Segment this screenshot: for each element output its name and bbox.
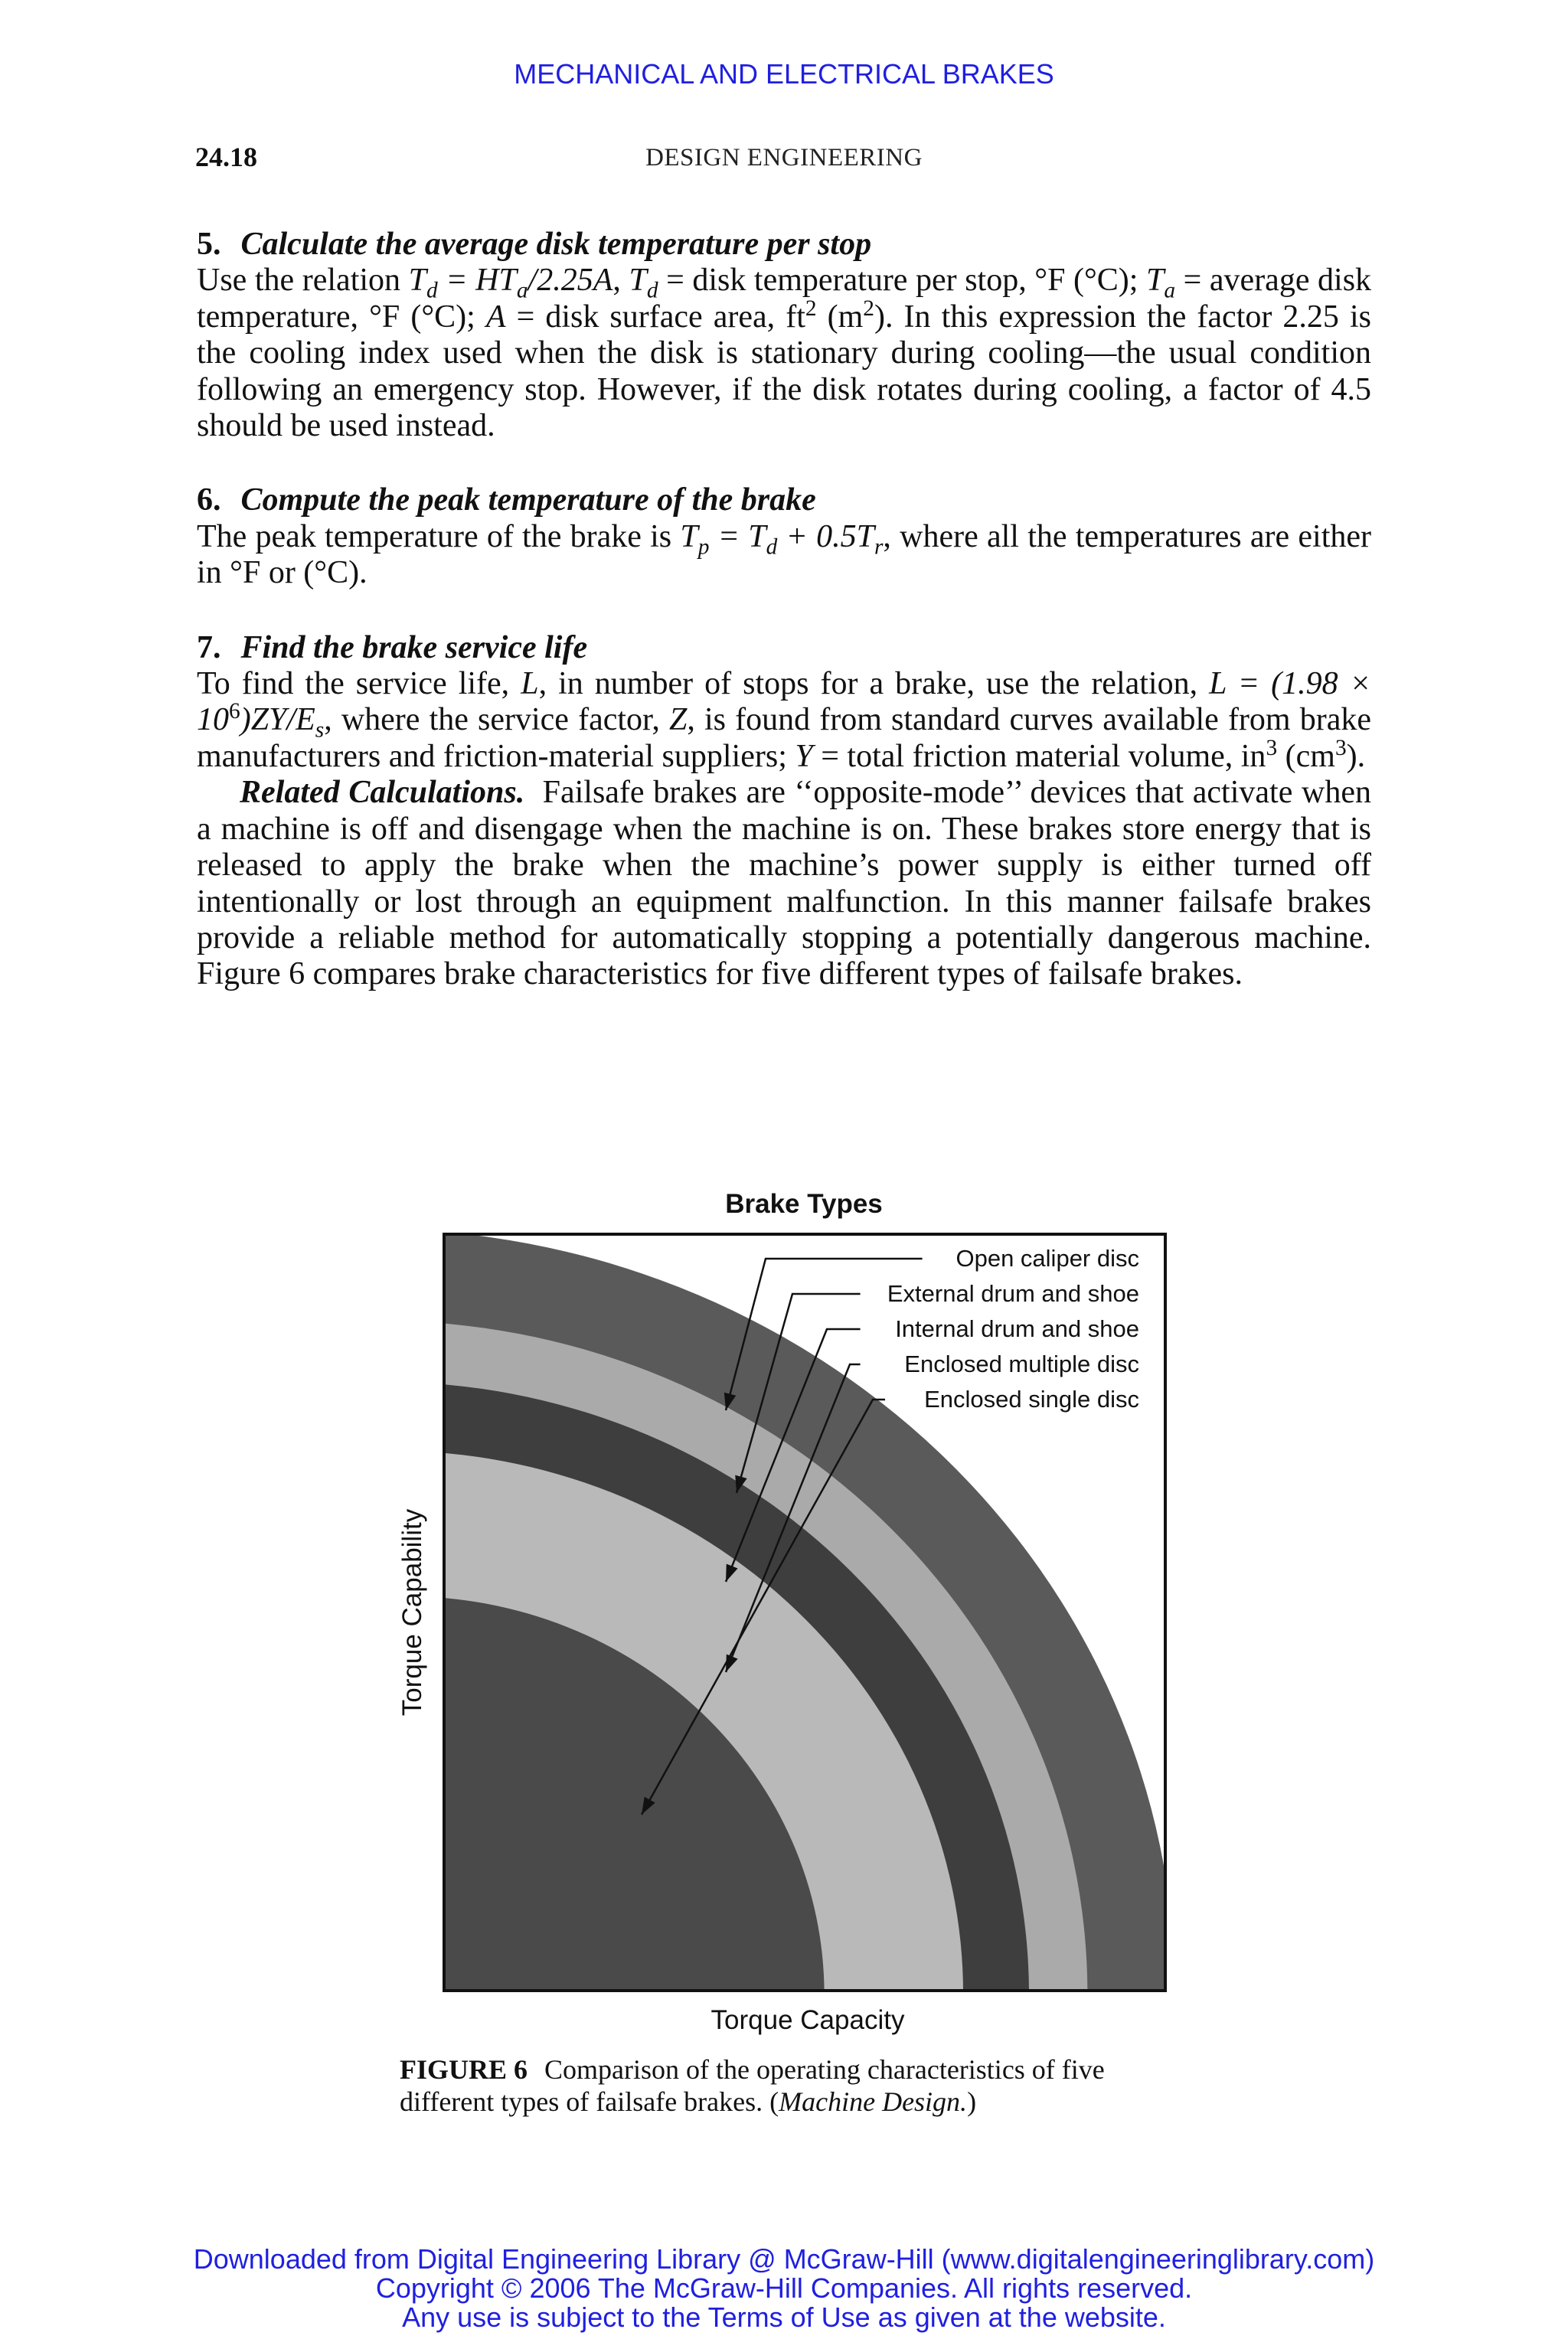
text-run: = disk surface area, ft	[505, 299, 805, 335]
step-heading	[197, 482, 1371, 518]
page-number: 24.18	[195, 142, 257, 172]
running-head: DESIGN ENGINEERING	[645, 144, 923, 172]
step-number: 5.	[197, 227, 221, 262]
step-text	[197, 263, 1371, 444]
math-sup: 3	[1266, 735, 1278, 760]
text-run: = average disk temperature, °F (°C);	[197, 263, 1372, 335]
math-expr: )ZY/E	[240, 702, 315, 738]
footer-line-3: Any use is subject to the Terms of Use as given at the website.	[402, 2301, 1166, 2333]
figure-caption	[400, 2053, 1173, 2118]
text-run: , where all the temperatures are either in °F or (°C).	[197, 518, 1371, 591]
book-title-header[interactable]: MECHANICAL AND ELECTRICAL BRAKES	[514, 58, 1054, 90]
math-sup: 2	[863, 296, 874, 321]
math-sub: a	[1164, 278, 1176, 303]
math-expr: = HT	[437, 263, 517, 299]
x-axis-label: Torque Capacity	[710, 2005, 905, 2035]
math-var: T	[408, 263, 426, 299]
math-var: L	[521, 666, 539, 702]
related-calculations-paragraph	[197, 775, 1371, 992]
text-run: = disk temperature per stop, °F (°C);	[658, 263, 1147, 299]
math-var: Z	[668, 702, 688, 738]
step-number: 7.	[197, 629, 221, 665]
legend-label: Enclosed multiple disc	[904, 1351, 1139, 1377]
y-axis-label: Torque Capability	[397, 1508, 427, 1717]
step-heading	[197, 227, 1371, 263]
footer-line-2: Copyright © 2006 The McGraw-Hill Companies. All rights reserved.	[375, 2272, 1193, 2304]
math-sup: 2	[805, 296, 817, 321]
text-run: , in number of stops for a brake, use the relation,	[538, 666, 1210, 702]
math-sub: a	[516, 278, 528, 303]
chart-title: Brake Types	[725, 1189, 883, 1219]
math-sub: p	[697, 534, 710, 560]
download-footer	[0, 2245, 1568, 2332]
caption-end: )	[967, 2086, 977, 2117]
text-run: (cm	[1277, 738, 1335, 774]
related-text: Failsafe brakes are ‘‘opposite-mode’’ devices that activate when a machine is off and disengage when the machine is on. These brakes store energy that is released to apply the brake when the machine’s power supply is either turned off intentionally or lost through an equipment malfunction. In this manner failsafe brakes provide a reliable method for automatically stopping a potentially dangerous machine. Figure 6 compares brake characteristics for five different types of failsafe brakes.	[197, 775, 1372, 992]
figure-label: FIGURE 6	[400, 2054, 528, 2085]
text-run: , is found from standard curves available from brake manufacturers and friction-material suppliers;	[197, 702, 1371, 774]
text-run: , where the service factor,	[324, 702, 669, 738]
math-sup: 6	[229, 699, 240, 724]
footer-line-1[interactable]: Downloaded from Digital Engineering Library @ McGraw-Hill (www.digitalengineeringlibrary.com)	[193, 2243, 1375, 2275]
text-run: ).	[1346, 738, 1366, 774]
legend-label: Open caliper disc	[956, 1245, 1139, 1272]
step-title: Find the brake service life	[240, 629, 588, 665]
text-run: To find the service life,	[197, 666, 521, 702]
math-var: T	[1146, 263, 1165, 299]
caption-source: Machine Design.	[779, 2086, 968, 2117]
step-7	[197, 630, 1371, 993]
step-heading	[197, 630, 1371, 666]
math-var: Y	[795, 738, 813, 774]
math-expr: L = (1.98 × 10	[197, 666, 1371, 738]
math-expr: = T	[709, 518, 766, 554]
legend-label: External drum and shoe	[887, 1280, 1139, 1307]
math-sub: d	[766, 534, 778, 560]
related-heading: Related Calculations.	[240, 775, 525, 811]
math-var: T	[629, 263, 647, 299]
math-sub: r	[874, 534, 884, 560]
math-sup: 3	[1334, 735, 1347, 760]
text-run: ,	[612, 263, 629, 299]
text-run: = total friction material volume, in	[812, 738, 1266, 774]
step-title: Compute the peak temperature of the brake	[240, 482, 816, 518]
step-title: Calculate the average disk temperature per stop	[240, 227, 872, 262]
math-expr: /2.25A	[528, 263, 613, 299]
text-run: Use the relation	[197, 263, 409, 299]
step-text	[197, 666, 1371, 775]
legend-label: Internal drum and shoe	[895, 1315, 1139, 1342]
math-sub: s	[315, 717, 325, 743]
math-sub: d	[426, 278, 438, 303]
math-var: T	[680, 518, 698, 554]
math-var: A	[485, 299, 506, 335]
step-5	[197, 227, 1371, 444]
text-run: ). In this expression the factor 2.25 is the cooling index used when the disk is stationary during cooling—the usual condition following an emergency stop. However, if the disk rotates during cooling, a factor of 4.5 should be used instead.	[197, 299, 1371, 444]
legend-label: Enclosed single disc	[924, 1386, 1139, 1413]
math-sub: d	[646, 278, 658, 303]
caption-text: Comparison of the operating characteristics of five different types of failsafe brakes. (	[400, 2054, 1105, 2117]
math-expr: + 0.5T	[777, 518, 874, 554]
step-number: 6.	[197, 482, 221, 518]
body-text	[197, 227, 1371, 993]
step-text	[197, 519, 1371, 592]
step-6	[197, 482, 1371, 591]
text-run: The peak temperature of the brake is	[197, 518, 681, 554]
text-run: (m	[816, 299, 864, 335]
